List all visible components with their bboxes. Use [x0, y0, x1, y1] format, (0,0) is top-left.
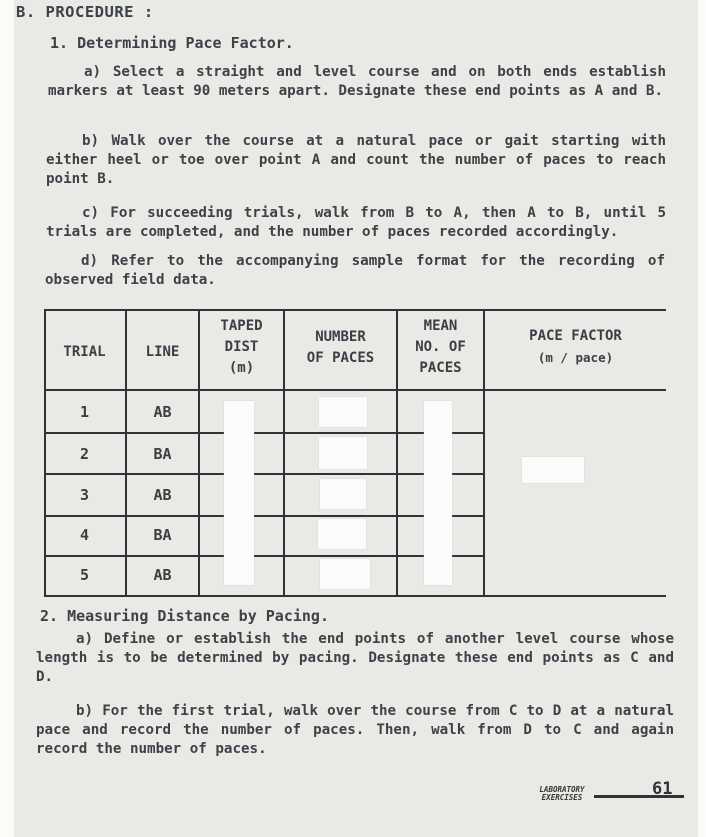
table-row-1-trial: 1 [79, 403, 90, 421]
step1-b-text: b) Walk over the course at a natural pace or gait starting with either heel or toe over point A and count the number of paces to reach point B. [46, 133, 666, 187]
pace-factor-table [44, 309, 684, 599]
section-title: B. PROCEDURE : [16, 3, 154, 21]
step2-title: 2. Measuring Distance by Pacing. [40, 607, 329, 625]
table-row-3-line: AB [153, 486, 172, 504]
header-pace-factor: PACE FACTOR (m / pace) [529, 328, 622, 365]
table-row-4-trial: 4 [79, 526, 90, 544]
page-number: 61 [652, 779, 673, 799]
whiteout-mean [424, 401, 452, 585]
header-number-of-paces: NUMBER OF PACES [306, 329, 375, 366]
whiteout-pace-factor [522, 457, 584, 483]
whiteout-taped-dist [224, 401, 254, 585]
table-row-1-line: AB [153, 403, 172, 421]
header-line: LINE [145, 344, 180, 360]
document-page [14, 0, 698, 837]
step1-d-text: d) Refer to the accompanying sample format for the recording of observed field data. [45, 253, 665, 288]
table-row-5-line: AB [153, 566, 172, 584]
whiteout-paces-1 [319, 397, 367, 427]
header-trial: TRIAL [63, 344, 106, 360]
step1-title: 1. Determining Pace Factor. [50, 34, 294, 52]
header-taped-dist: TAPED DIST (m) [220, 318, 263, 376]
whiteout-paces-5 [320, 559, 370, 589]
header-mean-no-of-paces: MEAN NO. OF PACES [415, 318, 466, 376]
footer-label: LABORATORY EXERCISES [539, 785, 585, 802]
step1-a-text: a) Select a straight and level course and on both ends establish markers at least 90 meters apart. Designate these end points as A and B. [48, 64, 666, 99]
whiteout-paces-3 [320, 479, 366, 509]
table-row-4-line: BA [153, 526, 172, 544]
whiteout-paces-4 [318, 519, 366, 549]
table-row-2-line: BA [153, 445, 172, 463]
step1-c-text: c) For succeeding trials, walk from B to A, then A to B, until 5 trials are completed, and the number of paces recorded accordingly. [46, 205, 666, 240]
table-row-5-trial: 5 [79, 566, 90, 584]
whiteout-paces-2 [319, 437, 367, 469]
step2-b-text: b) For the first trial, walk over the course from C to D at a natural pace and record the number of paces. Then, walk from D to C and again record the number of paces. [36, 703, 674, 757]
step2-a-text: a) Define or establish the end points of another level course whose length is to be determined by pacing. Designate these end points as C and D. [36, 631, 674, 685]
table-row-2-trial: 2 [79, 445, 90, 463]
table-row-3-trial: 3 [79, 486, 90, 504]
